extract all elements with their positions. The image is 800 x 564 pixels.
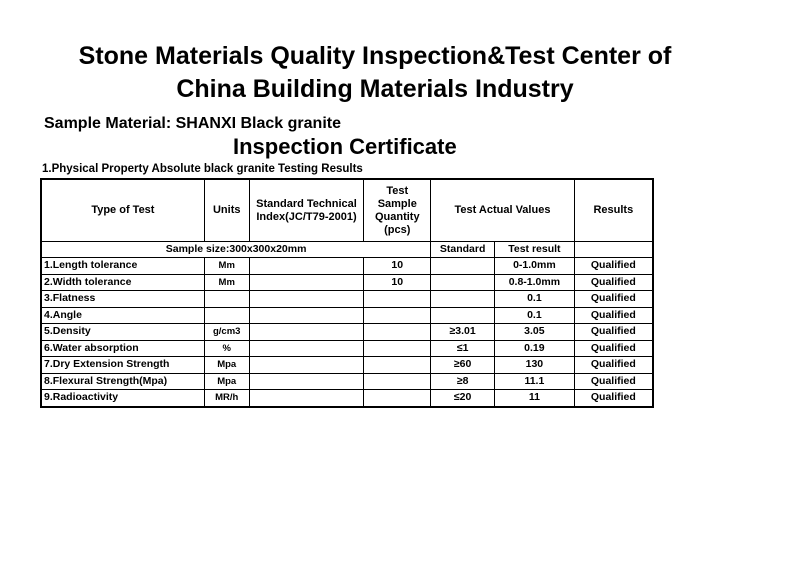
cell-units: Mm bbox=[204, 274, 249, 291]
cell-type-of-test: 1.Length tolerance bbox=[41, 258, 204, 275]
cell-standard-index bbox=[249, 258, 364, 275]
header-results: Results bbox=[574, 179, 653, 242]
center-title-line-2: China Building Materials Industry bbox=[176, 75, 574, 103]
cell-test-result: 11.1 bbox=[495, 373, 575, 390]
sample-size-row bbox=[41, 242, 653, 258]
cell-standard bbox=[431, 274, 495, 291]
subheader-results-empty bbox=[574, 242, 653, 258]
sample-size-cell: Sample size:300x300x20mm bbox=[41, 242, 431, 258]
table-row bbox=[41, 324, 653, 341]
cell-result-verdict: Qualified bbox=[574, 307, 653, 324]
table-row bbox=[41, 340, 653, 357]
header-type-of-test: Type of Test bbox=[41, 179, 204, 242]
cell-result-verdict: Qualified bbox=[574, 340, 653, 357]
cell-standard-index bbox=[249, 324, 364, 341]
cell-standard-index bbox=[249, 274, 364, 291]
cell-test-result: 3.05 bbox=[495, 324, 575, 341]
cell-units: Mpa bbox=[204, 373, 249, 390]
table-row bbox=[41, 274, 653, 291]
cell-standard: ≥8 bbox=[431, 373, 495, 390]
cell-type-of-test: 9.Radioactivity bbox=[41, 390, 204, 407]
cell-sample-quantity bbox=[364, 307, 431, 324]
table-row bbox=[41, 307, 653, 324]
cell-sample-quantity bbox=[364, 390, 431, 407]
results-table bbox=[40, 178, 654, 408]
cell-sample-quantity bbox=[364, 357, 431, 374]
cell-standard: ≥3.01 bbox=[431, 324, 495, 341]
cell-result-verdict: Qualified bbox=[574, 324, 653, 341]
cell-type-of-test: 4.Angle bbox=[41, 307, 204, 324]
subheader-standard: Standard bbox=[431, 242, 495, 258]
cell-units bbox=[204, 307, 249, 324]
table-row bbox=[41, 357, 653, 374]
header-sample-quantity: Test Sample Quantity (pcs) bbox=[364, 179, 431, 242]
cell-sample-quantity bbox=[364, 324, 431, 341]
cell-result-verdict: Qualified bbox=[574, 390, 653, 407]
cell-type-of-test: 7.Dry Extension Strength bbox=[41, 357, 204, 374]
cell-test-result: 0-1.0mm bbox=[495, 258, 575, 275]
cell-standard bbox=[431, 291, 495, 308]
cell-standard bbox=[431, 307, 495, 324]
table-row bbox=[41, 390, 653, 407]
cell-type-of-test: 2.Width tolerance bbox=[41, 274, 204, 291]
cell-standard: ≤20 bbox=[431, 390, 495, 407]
cell-sample-quantity bbox=[364, 340, 431, 357]
cell-result-verdict: Qualified bbox=[574, 258, 653, 275]
cell-result-verdict: Qualified bbox=[574, 291, 653, 308]
cell-units: Mpa bbox=[204, 357, 249, 374]
cell-sample-quantity bbox=[364, 373, 431, 390]
table-row bbox=[41, 258, 653, 275]
cell-test-result: 11 bbox=[495, 390, 575, 407]
cell-test-result: 130 bbox=[495, 357, 575, 374]
header-actual-values: Test Actual Values bbox=[431, 179, 575, 242]
cell-sample-quantity: 10 bbox=[364, 258, 431, 275]
cell-result-verdict: Qualified bbox=[574, 357, 653, 374]
table-header-row bbox=[41, 179, 653, 242]
cell-type-of-test: 8.Flexural Strength(Mpa) bbox=[41, 373, 204, 390]
cell-result-verdict: Qualified bbox=[574, 373, 653, 390]
table-row bbox=[41, 373, 653, 390]
cell-test-result: 0.19 bbox=[495, 340, 575, 357]
center-title-line-1: Stone Materials Quality Inspection&Test Center of bbox=[78, 42, 672, 70]
cell-test-result: 0.1 bbox=[495, 291, 575, 308]
cell-units: g/cm3 bbox=[204, 324, 249, 341]
cell-units: % bbox=[204, 340, 249, 357]
header-units: Units bbox=[204, 179, 249, 242]
cell-type-of-test: 5.Density bbox=[41, 324, 204, 341]
cell-sample-quantity: 10 bbox=[364, 274, 431, 291]
cell-standard-index bbox=[249, 357, 364, 374]
cell-sample-quantity bbox=[364, 291, 431, 308]
cell-standard-index bbox=[249, 307, 364, 324]
sample-material-label: Sample Material: SHANXI Black granite bbox=[44, 115, 341, 132]
cell-result-verdict: Qualified bbox=[574, 274, 653, 291]
cell-standard-index bbox=[249, 291, 364, 308]
cell-standard bbox=[431, 258, 495, 275]
cell-units: Mm bbox=[204, 258, 249, 275]
table-row bbox=[41, 291, 653, 308]
certificate-title: Inspection Certificate bbox=[233, 134, 457, 159]
cell-standard-index bbox=[249, 373, 364, 390]
cell-type-of-test: 6.Water absorption bbox=[41, 340, 204, 357]
cell-standard: ≤1 bbox=[431, 340, 495, 357]
header-standard-index: Standard Technical Index(JC/T79-2001) bbox=[249, 179, 364, 242]
cell-type-of-test: 3.Flatness bbox=[41, 291, 204, 308]
cell-units bbox=[204, 291, 249, 308]
cell-units: MR/h bbox=[204, 390, 249, 407]
cell-standard-index bbox=[249, 390, 364, 407]
cell-test-result: 0.1 bbox=[495, 307, 575, 324]
cell-standard: ≥60 bbox=[431, 357, 495, 374]
cell-test-result: 0.8-1.0mm bbox=[495, 274, 575, 291]
cell-standard-index bbox=[249, 340, 364, 357]
subheader-test-result: Test result bbox=[495, 242, 575, 258]
section-heading: 1.Physical Property Absolute black granite Testing Results bbox=[42, 163, 363, 175]
